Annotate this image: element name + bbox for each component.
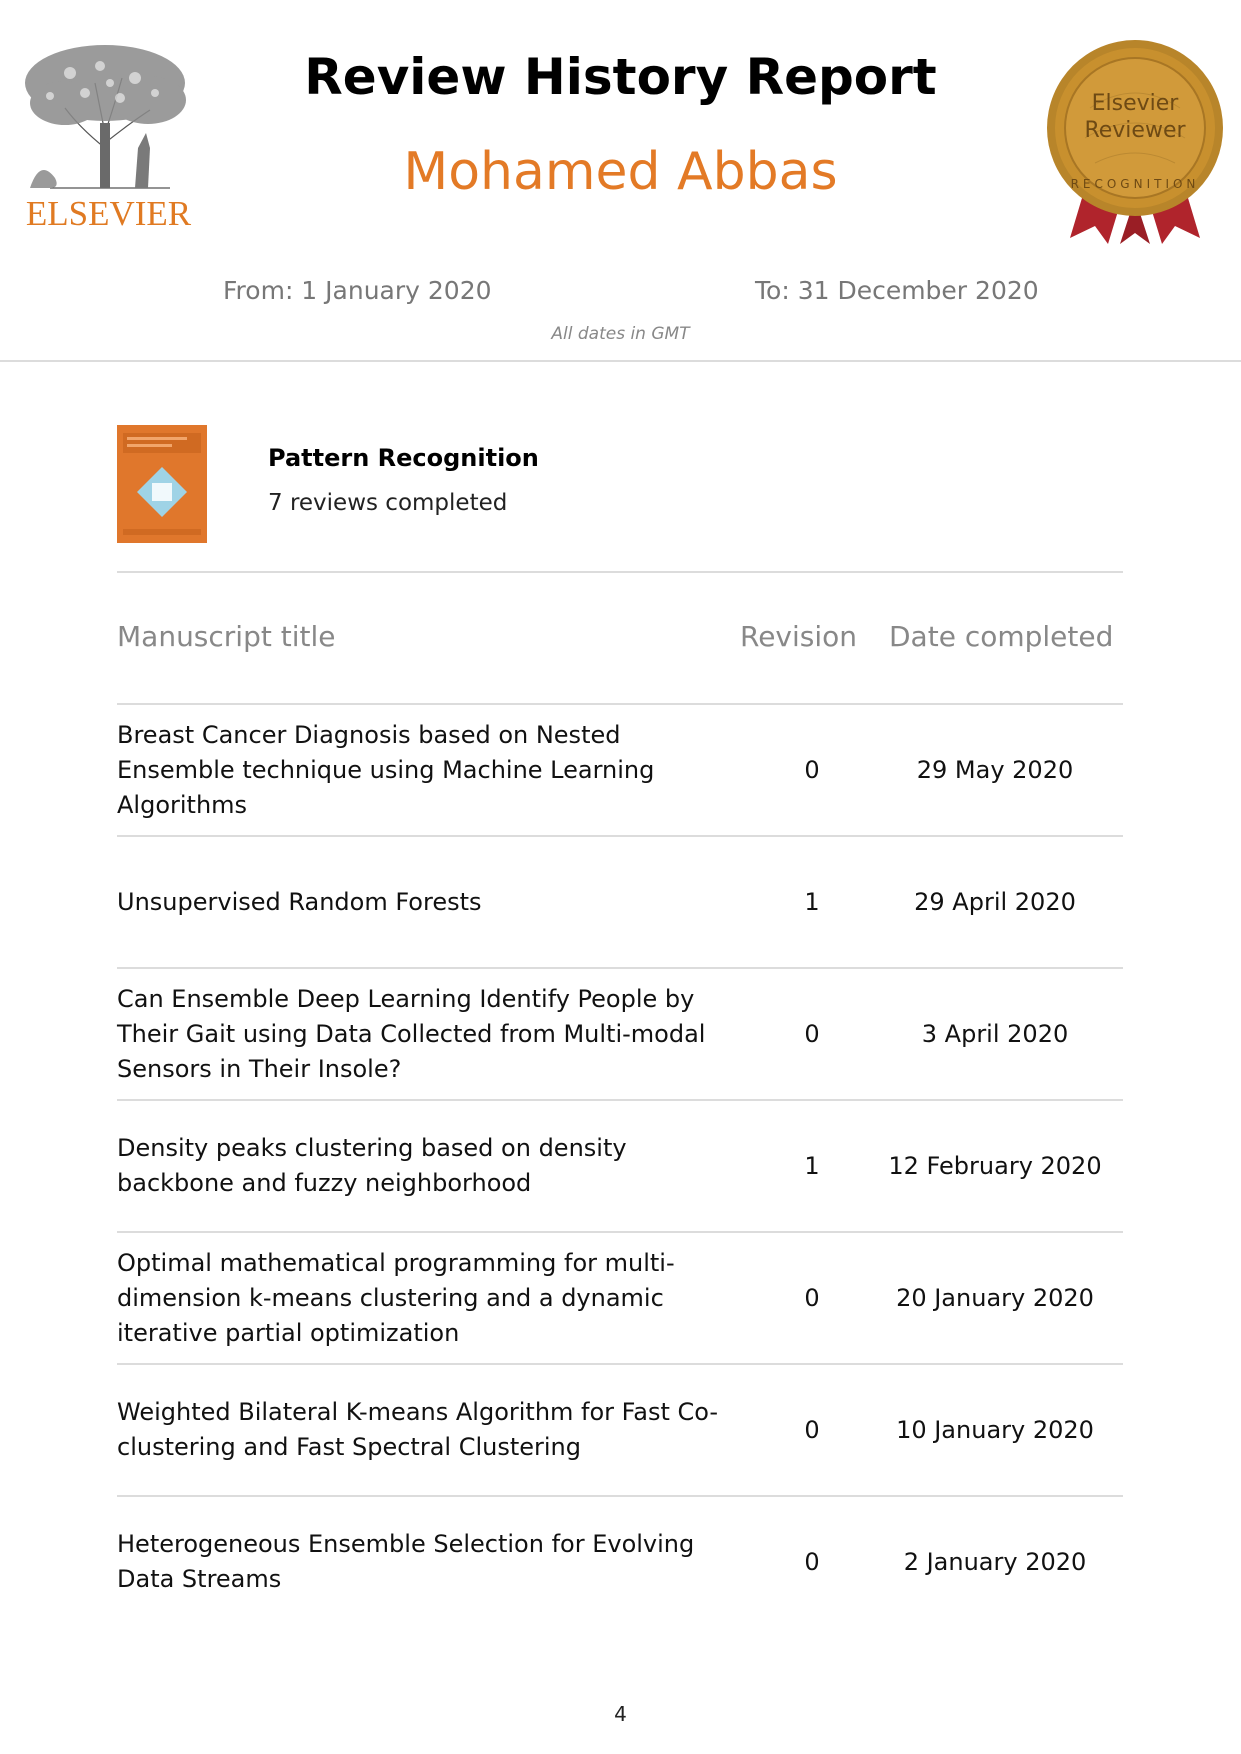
manuscript-title: Heterogeneous Ensemble Selection for Evolving Data Streams: [117, 1530, 695, 1593]
date-to: To: 31 December 2020: [755, 276, 1039, 305]
date-completed: 29 April 2020: [914, 888, 1076, 916]
manuscript-title: Breast Cancer Diagnosis based on Nested Ensemble technique using Machine Learning Algorithms: [117, 720, 655, 819]
date-completed: 12 February 2020: [888, 1152, 1102, 1180]
badge-line-2: Reviewer: [1084, 118, 1186, 143]
table-row: [117, 968, 1123, 1100]
table-row: [117, 836, 1123, 968]
date-completed: 2 January 2020: [903, 1548, 1087, 1576]
revision-number: 0: [804, 756, 820, 784]
report-title: Review History Report: [304, 48, 937, 106]
reviews-count: 7 reviews completed: [268, 490, 508, 516]
manuscript-title: Unsupervised Random Forests: [117, 887, 482, 916]
date-completed: 3 April 2020: [921, 1020, 1069, 1048]
table-row: [117, 704, 1123, 836]
table-row: [117, 1364, 1123, 1496]
column-header-date: Date completed: [889, 620, 1114, 653]
manuscript-title: Optimal mathematical programming for multi-dimension k-means clustering and a dynamic iterative partial optimization: [117, 1248, 675, 1347]
manuscript-title: Density peaks clustering based on density backbone and fuzzy neighborhood: [117, 1134, 627, 1197]
column-header-title: Manuscript title: [117, 620, 336, 653]
date-completed: 10 January 2020: [896, 1416, 1094, 1444]
journal-cover: [117, 425, 207, 543]
journal-name: Pattern Recognition: [268, 444, 539, 472]
revision-number: 0: [804, 1284, 820, 1312]
manuscript-title: Can Ensemble Deep Learning Identify People by Their Gait using Data Collected from Multi-modal Sensors in Their Insole?: [117, 984, 706, 1083]
badge-line-1: Elsevier: [1091, 91, 1179, 116]
reviewer-name: Mohamed Abbas: [403, 142, 838, 202]
column-header-revision: Revision: [740, 620, 858, 653]
elsevier-wordmark: ELSEVIER: [25, 194, 192, 233]
revision-number: 1: [804, 1152, 820, 1180]
badge-ring-text: RECOGNITION: [1070, 177, 1200, 191]
date-completed: 20 January 2020: [896, 1284, 1094, 1312]
header-divider: [0, 360, 1241, 362]
revision-number: 0: [804, 1548, 820, 1576]
revision-number: 0: [804, 1416, 820, 1444]
table-row: [117, 1496, 1123, 1628]
revision-number: 1: [804, 888, 820, 916]
table-row: [117, 1100, 1123, 1232]
reviewer-recognition-badge: [1040, 38, 1230, 244]
date-completed: 29 May 2020: [916, 756, 1074, 784]
journal-divider: [117, 571, 1123, 573]
timezone-note: All dates in GMT: [551, 324, 690, 344]
revision-number: 0: [804, 1020, 820, 1048]
manuscript-title: Weighted Bilateral K-means Algorithm for Fast Co-clustering and Fast Spectral Clustering: [117, 1398, 719, 1461]
table-row: [117, 1232, 1123, 1364]
date-from: From: 1 January 2020: [223, 276, 492, 305]
page-number: 4: [614, 1702, 627, 1726]
